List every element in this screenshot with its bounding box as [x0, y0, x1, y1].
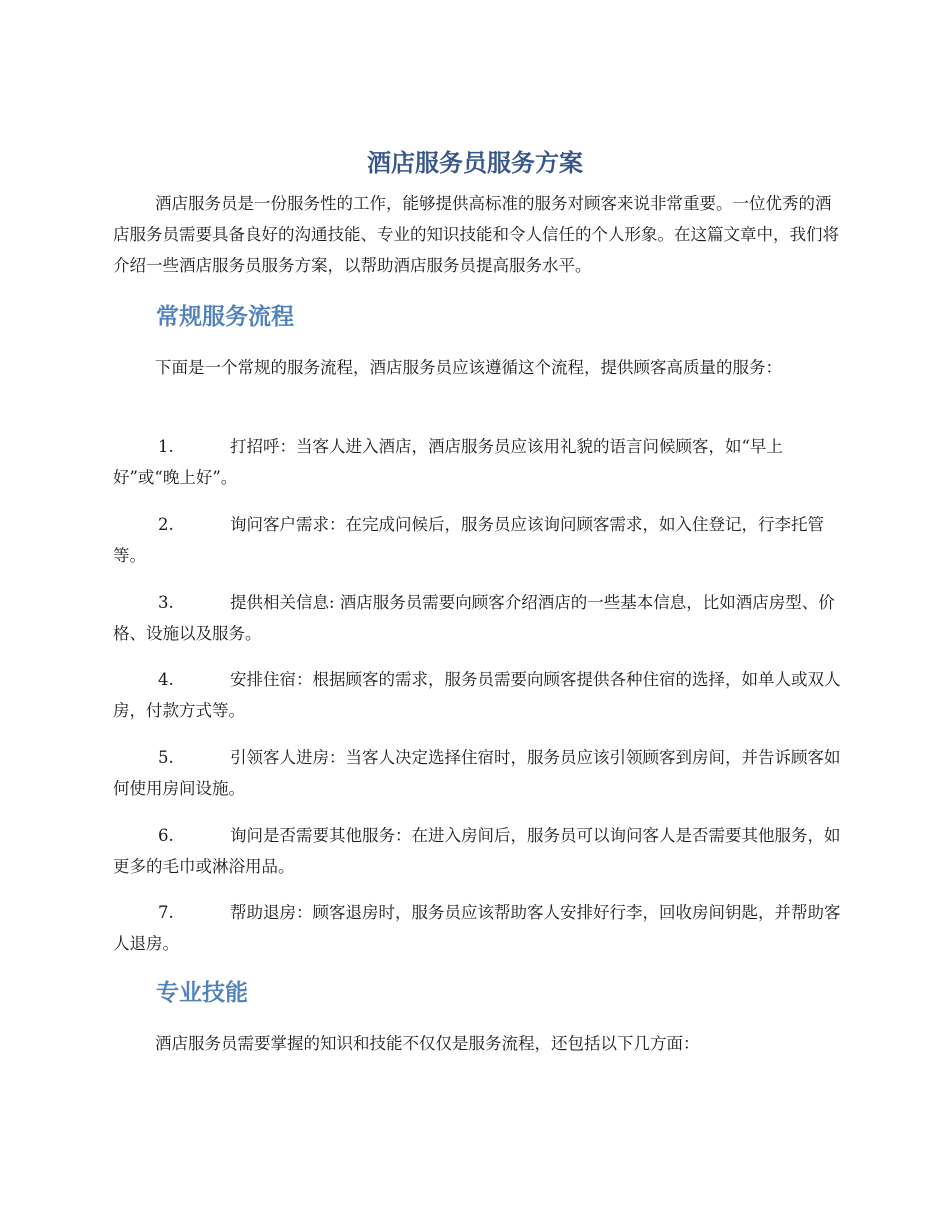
- list-item: [113, 742, 841, 804]
- list-item-text: 提供相关信息: 酒店服务员需要向顾客介绍酒店的一些基本信息，比如酒店房型、价格、设施以及服务。: [113, 593, 835, 643]
- list-item-number: 5.: [158, 748, 174, 767]
- list-item-text: 帮助退房：顾客退房时，服务员应该帮助客人安排好行李，回收房间钥匙，并帮助客人退房。: [113, 903, 841, 953]
- intro-paragraph: 酒店服务员是一份服务性的工作，能够提供高标准的服务对顾客来说非常重要。一位优秀的酒店服务员需要具备良好的沟通技能、专业的知识技能和令人信任的个人形象。在这篇文章中，我们将介绍一些酒店服务员服务方案，以帮助酒店服务员提高服务水平。: [113, 194, 839, 275]
- list-item: [113, 897, 841, 959]
- section-lead-paragraph: 下面是一个常规的服务流程，酒店服务员应该遵循这个流程，提供顾客高质量的服务：: [155, 358, 782, 377]
- list-item-text: 安排住宿：根据顾客的需求，服务员需要向顾客提供各种住宿的选择，如单人或双人房，付款方式等。: [113, 670, 841, 720]
- list-item-text: 询问客户需求：在完成问候后，服务员应该询问顾客需求，如入住登记，行李托管等。: [113, 515, 824, 565]
- list-item: [113, 820, 841, 882]
- list-item-text: 打招呼：当客人进入酒店，酒店服务员应该用礼貌的语言问候顾客，如“早上好”或“晚上好”。: [113, 437, 783, 487]
- list-item-number: 2.: [158, 515, 174, 534]
- list-item: [113, 664, 841, 726]
- document-title: 酒店服务员服务方案: [367, 149, 583, 177]
- section-lead-paragraph: 酒店服务员需要掌握的知识和技能不仅仅是服务流程，还包括以下几方面：: [155, 1034, 700, 1053]
- list-item-number: 3.: [158, 593, 174, 612]
- list-item: [113, 587, 841, 649]
- list-item: [113, 509, 841, 571]
- list-item-number: 6.: [158, 826, 174, 845]
- section-heading-service-process: 常规服务流程: [156, 304, 294, 330]
- list-item: [113, 431, 841, 493]
- list-item-text: 询问是否需要其他服务：在进入房间后，服务员可以询问客人是否需要其他服务，如更多的毛巾或淋浴用品。: [113, 826, 841, 876]
- section-heading-professional-skills: 专业技能: [156, 980, 248, 1006]
- list-item-text: 引领客人进房：当客人决定选择住宿时，服务员应该引领顾客到房间，并告诉顾客如何使用房间设施。: [113, 748, 841, 798]
- list-item-number: 7.: [158, 903, 174, 922]
- list-item-number: 4.: [158, 670, 174, 689]
- list-item-number: 1.: [158, 437, 174, 456]
